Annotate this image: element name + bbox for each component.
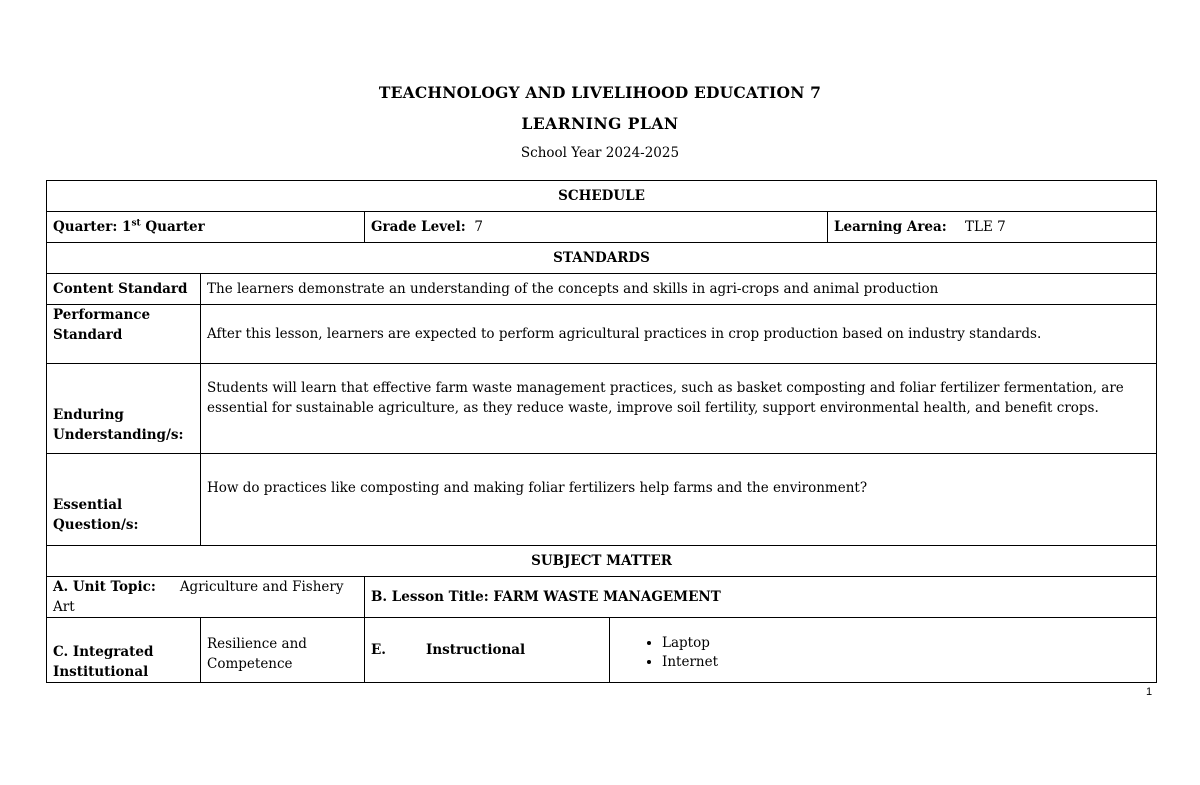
enduring-understanding-label (47, 364, 201, 454)
subject-matter-heading-row (47, 546, 1157, 577)
unit-topic-value: Agriculture and Fishery Art (53, 579, 344, 615)
performance-standard-text: After this lesson, learners are expected to perform agricultural practices in crop production based on industry standards. (201, 305, 1157, 364)
subject-matter-heading: SUBJECT MATTER (47, 546, 1157, 577)
grade-cell (365, 212, 828, 243)
topic-row (47, 577, 1157, 618)
instructional-letter: E. (371, 642, 386, 658)
list-item: • Laptop (662, 634, 1150, 653)
enduring-label-line-1: Enduring (53, 407, 124, 423)
learning-area-label: Learning Area: (834, 219, 947, 235)
integrated-row (47, 618, 1157, 683)
standards-heading: STANDARDS (47, 243, 1157, 274)
document-title: TEACHNOLOGY AND LIVELIHOOD EDUCATION 7 (378, 83, 822, 102)
content-standard-text: The learners demonstrate an understanding of the concepts and skills in agri-crops and animal production (201, 274, 1157, 305)
document-subtitle: LEARNING PLAN (521, 114, 679, 133)
content-standard-row (47, 274, 1157, 305)
grade-label: Grade Level: (371, 219, 466, 235)
schedule-heading-row (47, 181, 1157, 212)
integrated-value: Resilience and Competence (201, 618, 365, 683)
essential-question-label (47, 454, 201, 546)
unit-topic-cell (47, 577, 365, 618)
list-item: • Internet (662, 653, 1150, 672)
essential-label-line-2: Question/s: (53, 517, 139, 533)
content-standard-label: Content Standard (47, 274, 201, 305)
quarter-cell (47, 212, 365, 243)
learning-area-cell (828, 212, 1157, 243)
instructional-label: Instructional (426, 642, 526, 658)
enduring-understanding-row (47, 364, 1157, 454)
school-year: School Year 2024-2025 (520, 145, 680, 161)
integrated-label-line-2: Institutional (53, 664, 149, 680)
standards-heading-row (47, 243, 1157, 274)
materials-list (616, 634, 1150, 672)
instructional-label-cell (365, 618, 610, 683)
integrated-label (47, 618, 201, 683)
performance-label-line-2: Standard (53, 327, 123, 343)
performance-standard-label (47, 305, 201, 364)
schedule-heading: SCHEDULE (47, 181, 1157, 212)
quarter-label: Quarter: 1 (53, 219, 132, 235)
quarter-suffix: st (131, 218, 141, 229)
enduring-understanding-text: Students will learn that effective farm waste management practices, such as basket composting and foliar fertilizer fermentation, are essential for sustainable agriculture, as they reduce waste, improve soil fertility, support environmental health, and benefit crops. (201, 364, 1157, 454)
page-number: 1 (1146, 686, 1153, 698)
performance-label-line-1: Performance (53, 307, 151, 323)
instructional-materials-cell (610, 618, 1157, 683)
essential-question-row (47, 454, 1157, 546)
quarter-tail: Quarter (140, 219, 205, 235)
performance-standard-row (47, 305, 1157, 364)
essential-label-line-1: Essential (53, 497, 123, 513)
grade-value: 7 (474, 219, 483, 235)
schedule-row (47, 212, 1157, 243)
integrated-label-line-1: C. Integrated (53, 644, 154, 660)
learning-area-value: TLE 7 (965, 219, 1006, 235)
learning-plan-table (46, 180, 1157, 683)
enduring-label-line-2: Understanding/s: (53, 427, 184, 443)
lesson-title: B. Lesson Title: FARM WASTE MANAGEMENT (365, 577, 1157, 618)
unit-topic-label: A. Unit Topic: (53, 579, 156, 595)
essential-question-text: How do practices like composting and making foliar fertilizers help farms and the environment? (201, 454, 1157, 546)
